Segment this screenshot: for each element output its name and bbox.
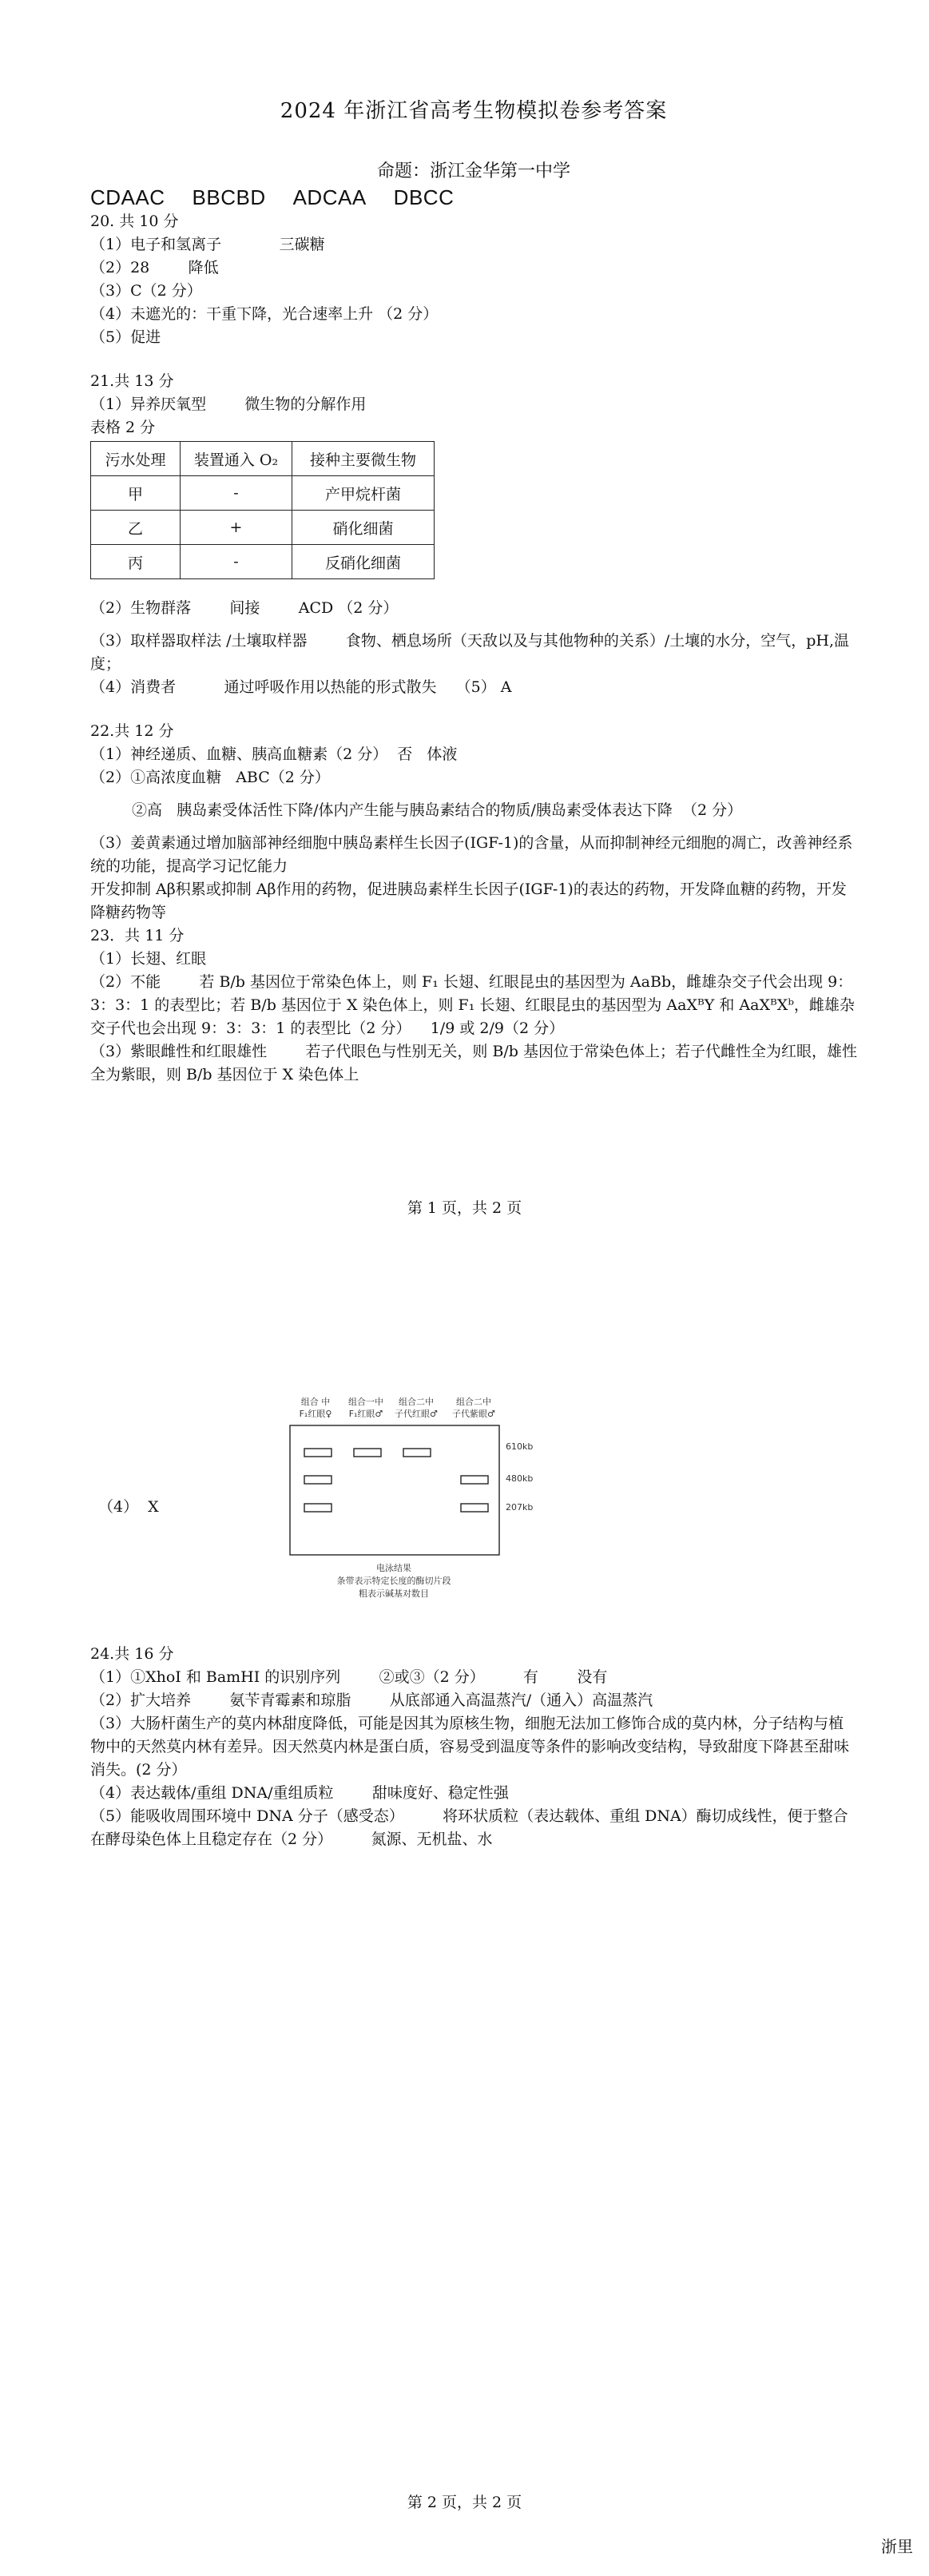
corner-watermark: 浙里 (881, 2538, 913, 2556)
page-2-content (90, 1382, 857, 1851)
page-2 (0, 1288, 929, 2576)
table-row (91, 476, 435, 511)
table-row (91, 545, 435, 579)
table-cell: 丙 (91, 545, 181, 579)
gel-band (304, 1476, 332, 1484)
gel-caption: 电泳结果 (376, 1563, 411, 1573)
lane-header: 组合二中 (456, 1397, 491, 1407)
lane-header: F₁红眼♂ (348, 1409, 383, 1419)
q21-table-note: 表格 2 分 (90, 419, 156, 436)
q22-line-indented: ②高 胰岛素受体活性下降/体内产生能与胰岛素结合的物质/胰岛素受体表达下降 （2 分） (132, 801, 743, 819)
q20-line: （3）C（2 分） (90, 282, 202, 300)
q23-line: （3）紫眼雌性和红眼雄性 若子代眼色与性别无关，则 B/b 基因位于常染色体上；若子代雌性全为红眼，雄性全为紫眼，则 B/b 基因位于 X 染色体上 (90, 1043, 858, 1083)
lane-header: 组合 中 (300, 1397, 331, 1407)
q22-header: 22.共 12 分 (90, 722, 174, 740)
gel-band (304, 1449, 332, 1457)
table-header-cell: 污水处理 (91, 442, 181, 476)
table-cell: 甲 (91, 476, 181, 511)
microbe-table (90, 441, 435, 579)
table-cell: 硝化细菌 (292, 511, 435, 545)
lane-header: 子代紫眼♂ (452, 1409, 495, 1419)
answers-group-3: ADCAA (292, 185, 367, 209)
gel-band (461, 1504, 488, 1512)
q23-part-4 (90, 1393, 857, 1633)
question-23 (90, 924, 857, 1087)
size-label: 480kb (506, 1473, 534, 1484)
table-header-cell: 装置通入 O₂ (181, 442, 292, 476)
lane-header: 组合一中 (348, 1397, 383, 1407)
table-cell: + (181, 511, 292, 545)
gel-frame (290, 1425, 499, 1555)
q20-line: （4）未遮光的：干重下降，光合速率上升 （2 分） (90, 305, 439, 323)
electrophoresis-figure (234, 1393, 586, 1617)
question-22 (90, 720, 857, 924)
question-20 (90, 210, 857, 349)
q21-line-4: （4）消费者 通过呼吸作用以热能的形式散失 （5） A (90, 678, 512, 696)
q22-line-4: 开发抑制 Aβ积累或抑制 Aβ作用的药物，促进胰岛素样生长因子(IGF-1)的表达的药物，开发降血糖的药物，开发降糖药物等 (90, 881, 847, 921)
size-label: 610kb (506, 1441, 534, 1452)
table-cell: - (181, 476, 292, 511)
q22-line: （2）①高浓度血糖 ABC（2 分） (90, 769, 330, 786)
table-header-cell: 接种主要微生物 (292, 442, 435, 476)
q24-line: （1）①XhoI 和 BamHI 的识别序列 ②或③（2 分） 有 没有 (90, 1668, 608, 1686)
question-21 (90, 370, 857, 699)
q24-line: （3）大肠杆菌生产的莫内林甜度降低，可能是因其为原核生物，细胞无法加工修饰合成的莫内林，分子结构与植物中的天然莫内林有差异。因天然莫内林是蛋白质，容易受到温度等条件的影响改变结构，导致甜度下降甚至甜味消失。(2 分） (90, 1715, 850, 1779)
gel-caption: 粗表示碱基对数目 (359, 1588, 429, 1599)
page-2-footer: 第 2 页，共 2 页 (407, 2494, 522, 2511)
answers-group-1: CDAAC (90, 185, 165, 209)
page-1-content (90, 0, 857, 1087)
q23-header: 23．共 11 分 (90, 927, 185, 944)
q20-header: 20. 共 10 分 (90, 213, 179, 230)
gel-band (403, 1449, 431, 1457)
q24-line: （5）能吸收周围环境中 DNA 分子（感受态） 将环状质粒（表达载体、重组 DNA）酶切成线性，便于整合在酵母染色体上且稳定存在（2 分） 氮源、无机盐、水 (90, 1807, 848, 1848)
q24-line: （4）表达载体/重组 DNA/重组质粒 甜味度好、稳定性强 (90, 1784, 509, 1802)
q22-line-3: （3）姜黄素通过增加脑部神经细胞中胰岛素样生长因子(IGF-1)的含量，从而抑制神经元细胞的凋亡，改善神经系统的功能，提高学习记忆能力 (90, 834, 853, 875)
page-1-footer: 第 1 页，共 2 页 (407, 1199, 522, 1217)
q20-line: （1）电子和氢离子 三碳糖 (90, 236, 325, 253)
q21-line-1: （1）异养厌氧型 微生物的分解作用 (90, 396, 367, 413)
table-header-row (91, 442, 435, 476)
table-cell: 产甲烷杆菌 (292, 476, 435, 511)
gel-band (461, 1476, 488, 1484)
table-cell: 反硝化细菌 (292, 545, 435, 579)
q20-line: （5）促进 (90, 328, 161, 346)
q21-line-3: （3）取样器取样法 /土壤取样器 食物、栖息场所（天敌以及与其他物种的关系）/土壤的水分，空气，pH,温度； (90, 632, 850, 673)
q22-line: （1）神经递质、血糖、胰高血糖素（2 分） 否 体液 (90, 745, 458, 763)
q23-4-label: （4） X (98, 1498, 159, 1516)
doc-title: 2024 年浙江省高考生物模拟卷参考答案 (280, 99, 668, 123)
table-cell: - (181, 545, 292, 579)
lane-header: F₁红眼♀ (299, 1409, 332, 1419)
answers-group-4: DBCC (393, 185, 455, 209)
q20-line: （2）28 降低 (90, 259, 219, 276)
q24-header: 24.共 16 分 (90, 1645, 174, 1663)
lane-header: 组合二中 (399, 1397, 434, 1407)
question-24 (90, 1643, 857, 1851)
gel-caption: 条带表示特定长度的酶切片段 (336, 1576, 451, 1586)
table-row (91, 511, 435, 545)
q21-header: 21.共 13 分 (90, 372, 174, 390)
gel-band (354, 1449, 381, 1457)
answers-group-2: BBCBD (192, 185, 266, 209)
doc-subtitle: 命题：浙江金华第一中学 (376, 161, 570, 181)
choice-answers (90, 185, 857, 210)
q21-line-2: （2）生物群落 间接 ACD （2 分） (90, 599, 399, 617)
size-label: 207kb (506, 1502, 534, 1513)
table-cell: 乙 (91, 511, 181, 545)
lane-header: 子代红眼♂ (395, 1409, 438, 1419)
q24-line: （2）扩大培养 氨苄青霉素和琼脂 从底部通入高温蒸汽/（通入）高温蒸汽 (90, 1691, 653, 1709)
q23-line: （2）不能 若 B/b 基因位于常染色体上，则 F₁ 长翅、红眼昆虫的基因型为 AaBb，雌雄杂交子代会出现 9：3：3：1 的表型比；若 B/b 基因位于 X 染色体上，则 F₁ 长翅、红眼昆虫的基因型为 AaXᴮY 和 AaXᴮXᵇ，雌雄杂交子代也会出现 9：3：3：1 的表型比（2 分） 1/9 或 2/9（2 分） (90, 973, 855, 1037)
q23-line: （1）长翅、红眼 (90, 950, 207, 968)
gel-band (304, 1504, 332, 1512)
